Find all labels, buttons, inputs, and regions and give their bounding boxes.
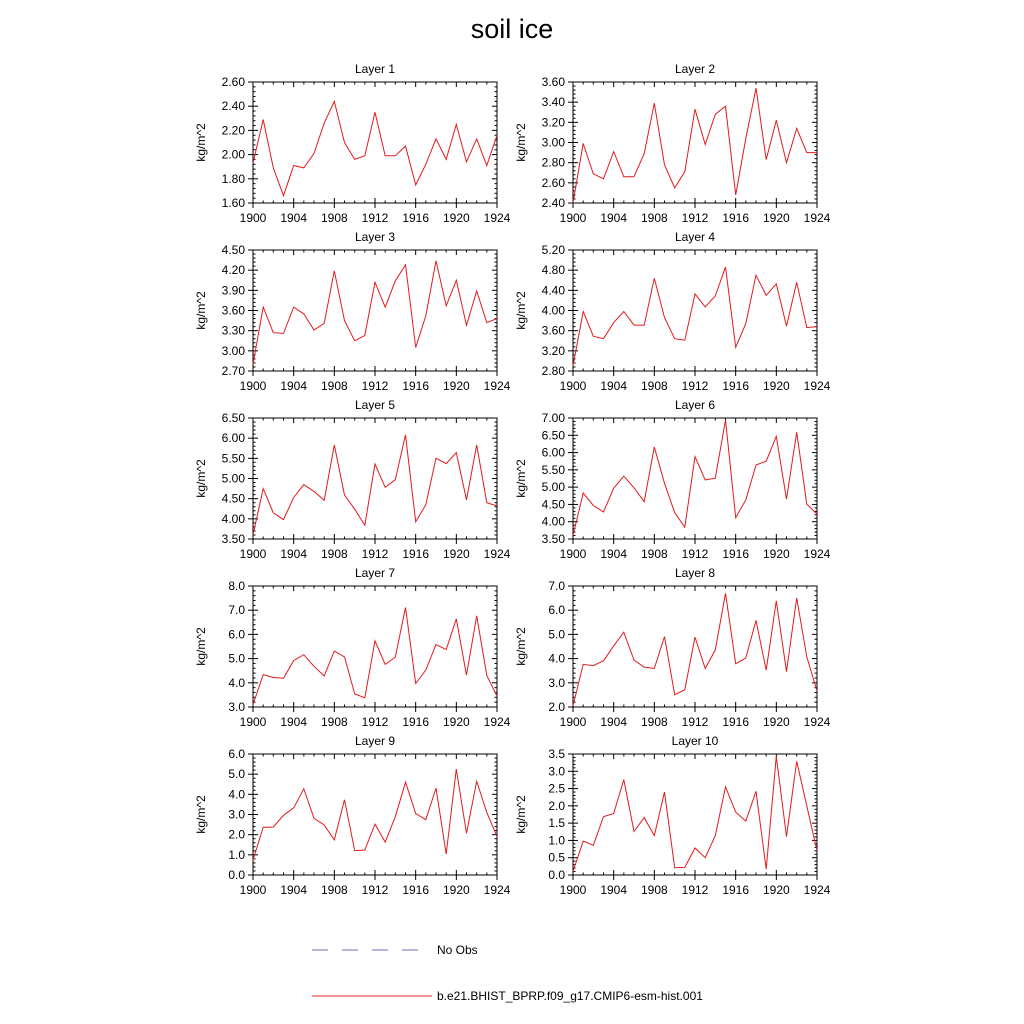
x-tick-label: 1912 bbox=[681, 883, 709, 897]
y-tick-label: 4.20 bbox=[221, 263, 245, 278]
x-tick-label: 1904 bbox=[280, 379, 308, 393]
y-tick-label: 3.50 bbox=[221, 532, 245, 546]
y-tick-label: 0.0 bbox=[228, 868, 245, 882]
panel-4 bbox=[514, 230, 831, 393]
x-tick-label: 1924 bbox=[483, 379, 511, 393]
y-tick-label: 4.40 bbox=[541, 283, 565, 298]
y-tick-label: 6.0 bbox=[228, 627, 245, 642]
y-tick-label: 6.50 bbox=[541, 428, 565, 443]
x-tick-label: 1904 bbox=[600, 379, 628, 393]
y-tick-label: 3.50 bbox=[541, 532, 565, 546]
x-tick-label: 1912 bbox=[361, 379, 389, 393]
y-axis-label: kg/m^2 bbox=[194, 459, 208, 498]
x-tick-label: 1916 bbox=[722, 883, 750, 897]
y-axis-label: kg/m^2 bbox=[514, 123, 528, 162]
x-tick-label: 1904 bbox=[600, 211, 628, 225]
y-tick-label: 4.00 bbox=[221, 511, 245, 526]
panel-5 bbox=[194, 398, 511, 561]
y-tick-label: 2.00 bbox=[221, 147, 245, 162]
y-tick-label: 1.60 bbox=[221, 196, 245, 210]
x-tick-label: 1920 bbox=[762, 211, 790, 225]
x-tick-label: 1908 bbox=[320, 547, 348, 561]
panel-title: Layer 10 bbox=[671, 734, 719, 748]
x-tick-label: 1924 bbox=[483, 211, 511, 225]
page-title: soil ice bbox=[470, 14, 554, 44]
panel-title: Layer 8 bbox=[674, 566, 716, 580]
y-tick-label: 3.0 bbox=[548, 675, 565, 690]
x-tick-label: 1908 bbox=[320, 379, 348, 393]
x-tick-label: 1912 bbox=[681, 211, 709, 225]
series-line bbox=[573, 267, 817, 366]
y-axis-label: kg/m^2 bbox=[194, 123, 208, 162]
x-tick-label: 1920 bbox=[442, 883, 470, 897]
y-tick-label: 4.0 bbox=[548, 651, 565, 666]
x-tick-label: 1904 bbox=[280, 715, 308, 729]
x-tick-label: 1916 bbox=[402, 379, 430, 393]
x-tick-label: 1916 bbox=[722, 379, 750, 393]
y-tick-label: 4.50 bbox=[541, 497, 565, 512]
y-tick-label: 3.20 bbox=[541, 343, 565, 358]
x-tick-label: 1912 bbox=[361, 715, 389, 729]
x-tick-label: 1908 bbox=[320, 211, 348, 225]
x-tick-label: 1920 bbox=[442, 547, 470, 561]
x-tick-label: 1924 bbox=[803, 715, 831, 729]
plot-frame bbox=[573, 82, 817, 203]
y-tick-label: 2.70 bbox=[221, 364, 245, 378]
y-tick-label: 3.60 bbox=[221, 303, 245, 318]
x-tick-label: 1924 bbox=[803, 211, 831, 225]
y-tick-label: 2.80 bbox=[541, 364, 565, 378]
series-line bbox=[573, 593, 817, 706]
y-tick-label: 6.0 bbox=[548, 603, 565, 618]
panel-title: Layer 7 bbox=[354, 566, 396, 580]
x-tick-label: 1900 bbox=[559, 379, 587, 393]
panel-6 bbox=[514, 398, 831, 561]
series-line bbox=[253, 261, 497, 365]
y-tick-label: 3.0 bbox=[228, 700, 245, 714]
x-tick-label: 1908 bbox=[640, 211, 668, 225]
x-tick-label: 1912 bbox=[361, 211, 389, 225]
series-line bbox=[573, 420, 817, 535]
x-tick-label: 1916 bbox=[402, 883, 430, 897]
x-tick-label: 1920 bbox=[762, 883, 790, 897]
y-axis-label: kg/m^2 bbox=[514, 627, 528, 666]
plot-frame bbox=[253, 418, 497, 539]
y-tick-label: 4.0 bbox=[228, 787, 245, 802]
x-tick-label: 1920 bbox=[762, 715, 790, 729]
panel-2 bbox=[514, 62, 831, 225]
series-line bbox=[573, 756, 817, 871]
x-tick-label: 1904 bbox=[280, 211, 308, 225]
y-tick-label: 0.0 bbox=[548, 868, 565, 882]
series-line bbox=[253, 769, 497, 860]
x-tick-label: 1916 bbox=[402, 547, 430, 561]
x-tick-label: 1912 bbox=[681, 547, 709, 561]
y-tick-label: 6.00 bbox=[541, 445, 565, 460]
y-tick-label: 1.0 bbox=[228, 847, 245, 862]
x-tick-label: 1900 bbox=[559, 211, 587, 225]
x-tick-label: 1912 bbox=[681, 715, 709, 729]
x-tick-label: 1916 bbox=[402, 211, 430, 225]
panel-1 bbox=[194, 62, 511, 225]
y-tick-label: 4.50 bbox=[221, 243, 245, 257]
panel-title: Layer 4 bbox=[674, 230, 716, 244]
panel-10 bbox=[514, 734, 831, 897]
y-tick-label: 7.00 bbox=[541, 411, 565, 425]
y-tick-label: 4.50 bbox=[221, 491, 245, 506]
plot-frame bbox=[573, 250, 817, 371]
panel-8 bbox=[514, 566, 831, 729]
x-tick-label: 1912 bbox=[361, 883, 389, 897]
panel-title: Layer 6 bbox=[674, 398, 716, 412]
y-tick-label: 8.0 bbox=[228, 579, 245, 593]
x-tick-label: 1920 bbox=[442, 379, 470, 393]
y-tick-label: 7.0 bbox=[228, 603, 245, 618]
x-tick-label: 1908 bbox=[320, 715, 348, 729]
plot-frame bbox=[253, 754, 497, 875]
x-tick-label: 1912 bbox=[681, 379, 709, 393]
y-tick-label: 7.0 bbox=[548, 579, 565, 593]
y-tick-label: 1.80 bbox=[221, 171, 245, 186]
x-tick-label: 1916 bbox=[722, 211, 750, 225]
y-tick-label: 4.00 bbox=[541, 303, 565, 318]
x-tick-label: 1900 bbox=[239, 715, 267, 729]
plot-frame bbox=[253, 586, 497, 707]
y-tick-label: 2.0 bbox=[548, 798, 565, 813]
plot-frame bbox=[573, 586, 817, 707]
y-tick-label: 1.0 bbox=[548, 833, 565, 848]
x-tick-label: 1916 bbox=[402, 715, 430, 729]
y-axis-label: kg/m^2 bbox=[194, 795, 208, 834]
plot-frame bbox=[573, 418, 817, 539]
x-tick-label: 1924 bbox=[483, 883, 511, 897]
y-tick-label: 3.90 bbox=[221, 283, 245, 298]
y-tick-label: 2.60 bbox=[221, 75, 245, 89]
x-tick-label: 1920 bbox=[762, 547, 790, 561]
y-axis-label: kg/m^2 bbox=[514, 459, 528, 498]
y-tick-label: 3.60 bbox=[541, 323, 565, 338]
y-tick-label: 5.0 bbox=[548, 627, 565, 642]
y-tick-label: 5.50 bbox=[221, 451, 245, 466]
y-tick-label: 3.20 bbox=[541, 115, 565, 130]
x-tick-label: 1904 bbox=[280, 547, 308, 561]
y-axis-label: kg/m^2 bbox=[194, 291, 208, 330]
x-tick-label: 1904 bbox=[600, 715, 628, 729]
x-tick-label: 1920 bbox=[442, 715, 470, 729]
series-line bbox=[253, 608, 497, 705]
series-line bbox=[253, 435, 497, 535]
series-line bbox=[573, 88, 817, 203]
x-tick-label: 1924 bbox=[803, 547, 831, 561]
y-tick-label: 2.80 bbox=[541, 155, 565, 170]
panel-3 bbox=[194, 230, 511, 393]
x-tick-label: 1908 bbox=[320, 883, 348, 897]
x-tick-label: 1900 bbox=[239, 379, 267, 393]
y-axis-label: kg/m^2 bbox=[514, 795, 528, 834]
y-axis-label: kg/m^2 bbox=[514, 291, 528, 330]
y-tick-label: 3.5 bbox=[548, 747, 565, 761]
panel-title: Layer 3 bbox=[354, 230, 396, 244]
panel-9 bbox=[194, 734, 511, 897]
plot-frame bbox=[253, 82, 497, 203]
x-tick-label: 1904 bbox=[600, 547, 628, 561]
y-tick-label: 3.00 bbox=[221, 343, 245, 358]
y-tick-label: 3.60 bbox=[541, 75, 565, 89]
x-tick-label: 1908 bbox=[640, 379, 668, 393]
y-tick-label: 4.00 bbox=[541, 514, 565, 529]
y-tick-label: 2.60 bbox=[541, 175, 565, 190]
y-tick-label: 2.40 bbox=[541, 196, 565, 210]
y-tick-label: 0.5 bbox=[548, 850, 565, 865]
panel-7 bbox=[194, 566, 511, 729]
legend-no-obs-label: No Obs bbox=[437, 943, 478, 957]
x-tick-label: 1904 bbox=[600, 883, 628, 897]
x-tick-label: 1920 bbox=[442, 211, 470, 225]
y-tick-label: 2.5 bbox=[548, 781, 565, 796]
x-tick-label: 1900 bbox=[239, 883, 267, 897]
y-tick-label: 6.0 bbox=[228, 747, 245, 761]
y-tick-label: 1.5 bbox=[548, 816, 565, 831]
y-tick-label: 3.00 bbox=[541, 135, 565, 150]
x-tick-label: 1900 bbox=[559, 883, 587, 897]
panel-title: Layer 2 bbox=[674, 62, 716, 76]
x-tick-label: 1924 bbox=[803, 883, 831, 897]
x-tick-label: 1904 bbox=[280, 883, 308, 897]
y-tick-label: 2.0 bbox=[228, 827, 245, 842]
y-tick-label: 2.0 bbox=[548, 700, 565, 714]
legend bbox=[312, 943, 703, 1003]
x-tick-label: 1900 bbox=[239, 211, 267, 225]
y-tick-label: 5.20 bbox=[541, 243, 565, 257]
y-tick-label: 5.0 bbox=[228, 767, 245, 782]
y-tick-label: 3.40 bbox=[541, 95, 565, 110]
y-tick-label: 6.50 bbox=[221, 411, 245, 425]
y-tick-label: 2.40 bbox=[221, 99, 245, 114]
y-tick-label: 4.0 bbox=[228, 675, 245, 690]
y-tick-label: 5.00 bbox=[541, 480, 565, 495]
y-tick-label: 6.00 bbox=[221, 431, 245, 446]
x-tick-label: 1900 bbox=[559, 547, 587, 561]
y-tick-label: 4.80 bbox=[541, 263, 565, 278]
x-tick-label: 1924 bbox=[483, 715, 511, 729]
x-tick-label: 1912 bbox=[361, 547, 389, 561]
x-tick-label: 1900 bbox=[239, 547, 267, 561]
x-tick-label: 1924 bbox=[483, 547, 511, 561]
y-tick-label: 3.30 bbox=[221, 323, 245, 338]
y-tick-label: 3.0 bbox=[228, 807, 245, 822]
series-line bbox=[253, 101, 497, 195]
x-tick-label: 1924 bbox=[803, 379, 831, 393]
y-tick-label: 3.0 bbox=[548, 764, 565, 779]
y-tick-label: 5.0 bbox=[228, 651, 245, 666]
y-tick-label: 2.20 bbox=[221, 123, 245, 138]
panel-title: Layer 5 bbox=[354, 398, 396, 412]
x-tick-label: 1916 bbox=[722, 547, 750, 561]
panel-title: Layer 1 bbox=[354, 62, 396, 76]
plot-frame bbox=[253, 250, 497, 371]
legend-model-label: b.e21.BHIST_BPRP.f09_g17.CMIP6-esm-hist.001 bbox=[437, 989, 703, 1003]
x-tick-label: 1900 bbox=[559, 715, 587, 729]
y-tick-label: 5.50 bbox=[541, 462, 565, 477]
y-tick-label: 5.00 bbox=[221, 471, 245, 486]
x-tick-label: 1908 bbox=[640, 547, 668, 561]
x-tick-label: 1916 bbox=[722, 715, 750, 729]
y-axis-label: kg/m^2 bbox=[194, 627, 208, 666]
panel-title: Layer 9 bbox=[354, 734, 396, 748]
x-tick-label: 1920 bbox=[762, 379, 790, 393]
x-tick-label: 1908 bbox=[640, 883, 668, 897]
x-tick-label: 1908 bbox=[640, 715, 668, 729]
